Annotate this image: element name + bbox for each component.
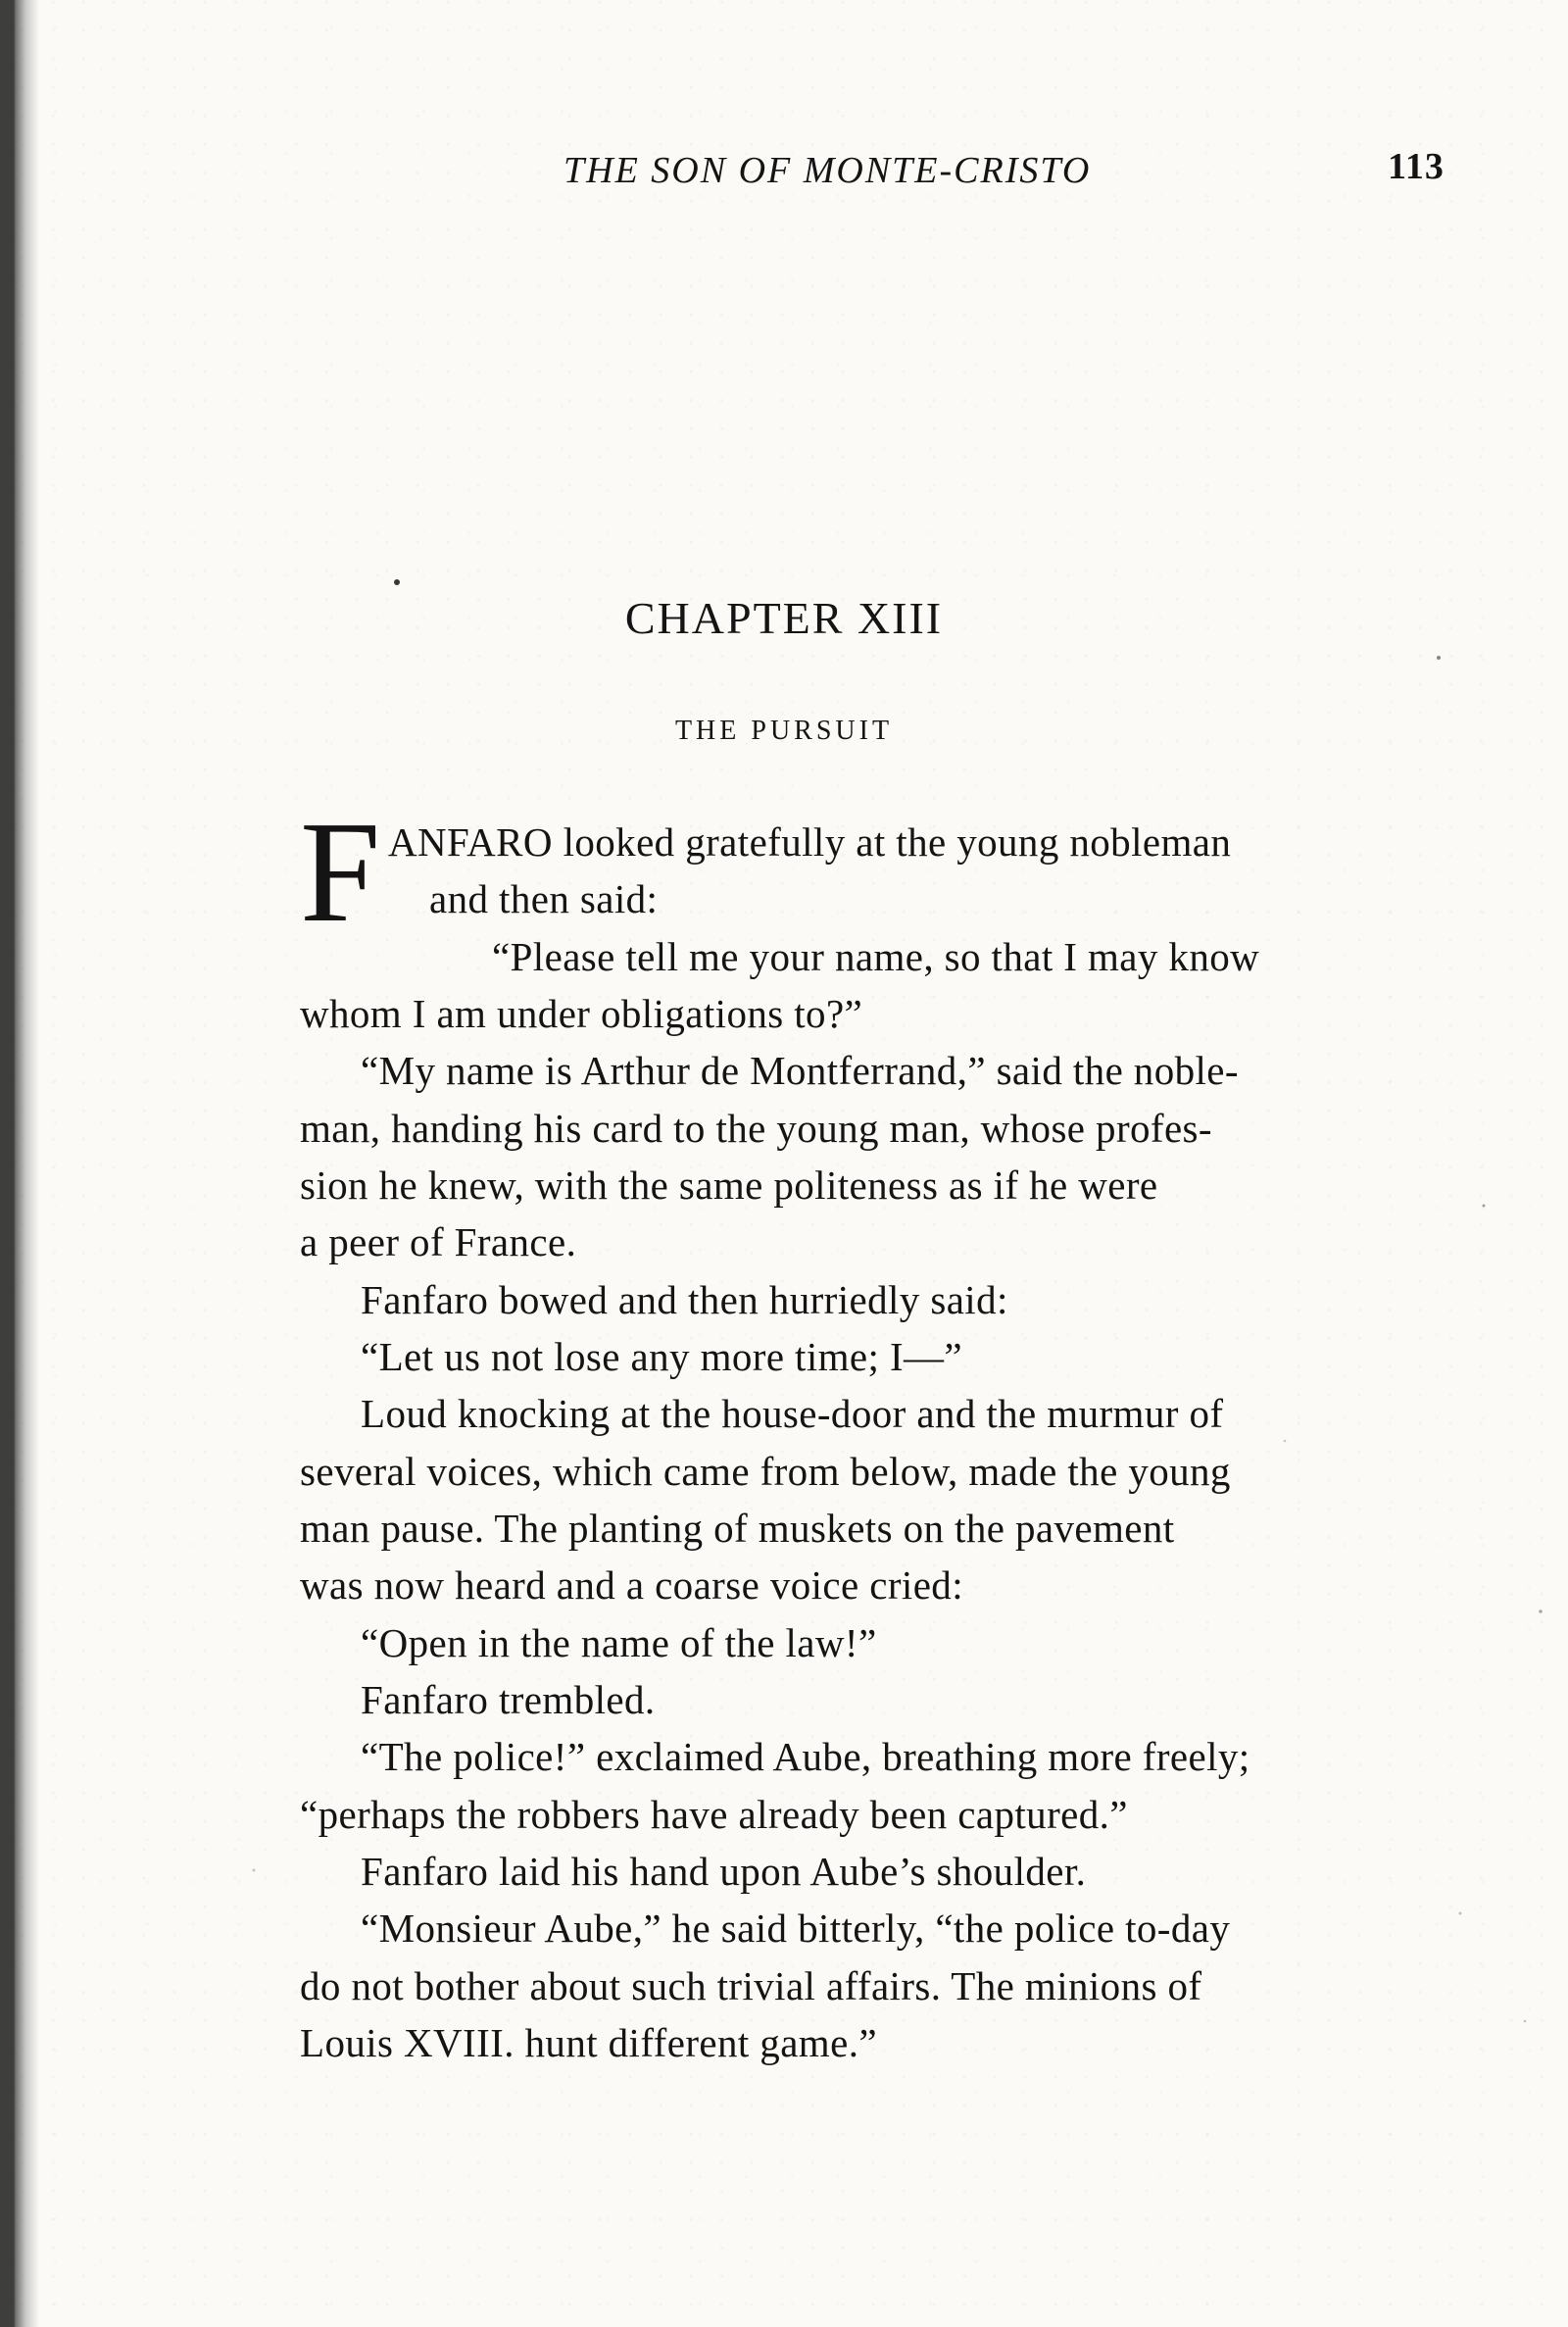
binding-edge (0, 0, 39, 2327)
text-line: “Let us not lose any more time; I—” (361, 1334, 963, 1379)
chapter-title: CHAPTER XIII (624, 593, 944, 643)
running-head: THE SON OF MONTE-CRISTO (564, 150, 1092, 191)
text-line: Fanfaro trembled. (361, 1677, 656, 1722)
text-line: Louis XVIII. hunt different game.” (300, 2020, 877, 2065)
text-line: sion he knew, with the same politeness as if he were (300, 1163, 1158, 1208)
drop-cap: F (300, 792, 381, 953)
text-line: “The police!” exclaimed Aube, breathing more freely; (361, 1734, 1250, 1779)
text-line: Fanfaro laid his hand upon Aube’s shoulder. (361, 1849, 1087, 1894)
text-line: do not bother about such trivial affairs. The minions of (300, 1963, 1202, 2008)
text-line: man pause. The planting of muskets on the pavement (300, 1506, 1175, 1551)
text-line: Fanfaro bowed and then hurriedly said: (361, 1277, 1008, 1322)
text-line: and then said: (429, 876, 659, 921)
text-line: “Open in the name of the law!” (361, 1620, 877, 1665)
text-line: man, handing his card to the young man, whose profes- (300, 1106, 1212, 1151)
text-line: a peer of France. (300, 1219, 577, 1264)
text-line: Loud knocking at the house-door and the murmur of (361, 1391, 1224, 1436)
text-line: whom I am under obligations to?” (300, 991, 863, 1036)
text-line: was now heard and a coarse voice cried: (300, 1562, 963, 1608)
page-number: 113 (1388, 146, 1445, 187)
text-line: “Monsieur Aube,” he said bitterly, “the police to-day (361, 1906, 1231, 1951)
text-line: “Please tell me your name, so that I may know (492, 934, 1260, 979)
text-line: “perhaps the robbers have already been captured.” (300, 1792, 1128, 1837)
text-line: several voices, which came from below, made the young (300, 1449, 1231, 1494)
chapter-subtitle: THE PURSUIT (674, 716, 894, 746)
text-line: “My name is Arthur de Montferrand,” said the noble- (361, 1048, 1239, 1093)
text-line: ANFARO looked gratefully at the young nobleman (388, 819, 1232, 865)
